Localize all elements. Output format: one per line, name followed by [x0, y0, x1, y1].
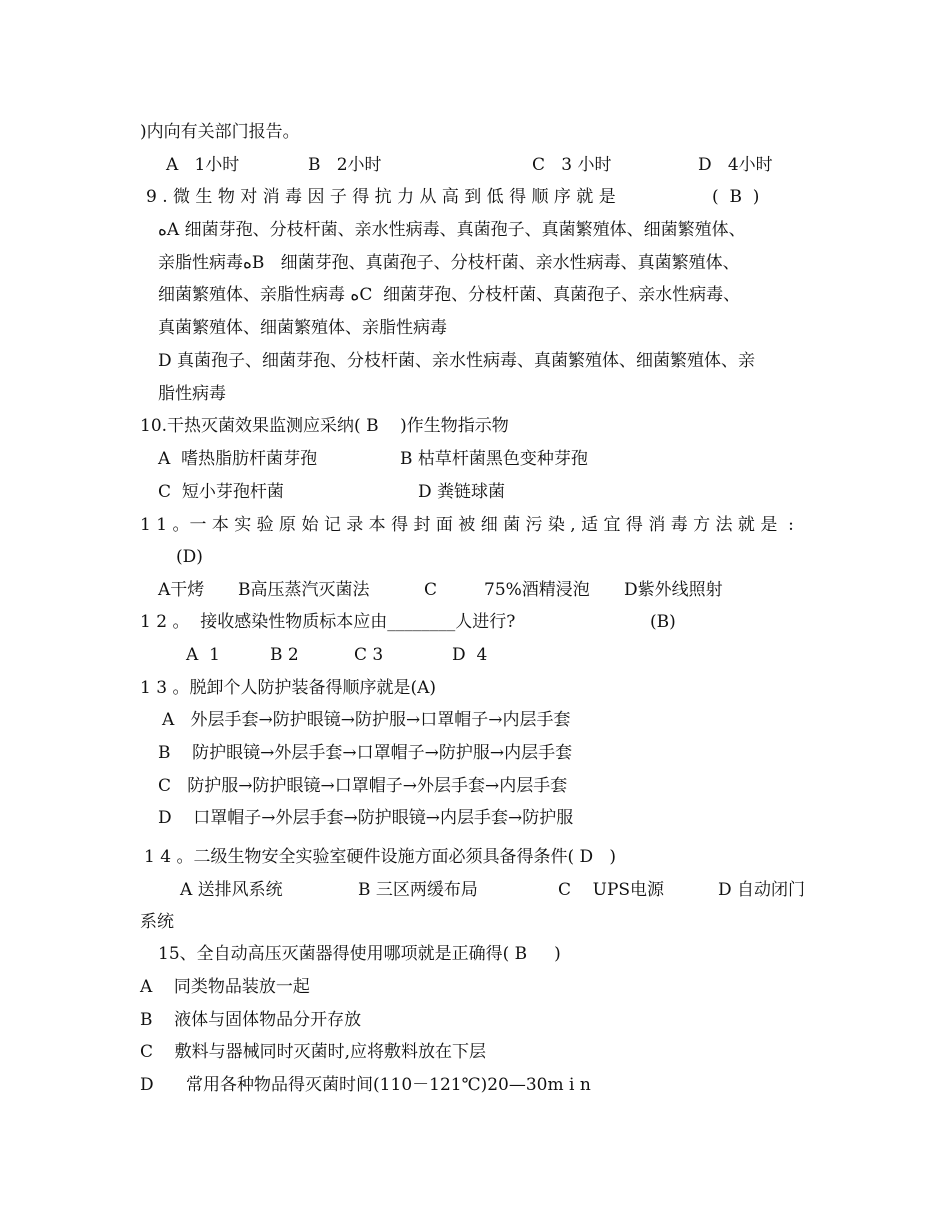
- option-b: B 防护眼镜→外层手套→口罩帽子→防护服→内层手套: [158, 743, 573, 763]
- option-b: B 2小时: [308, 155, 382, 175]
- question-13: 1 3 。脱卸个人防护装备得顺序就是(A): [140, 678, 436, 698]
- option-c: C 敷料与器械同时灭菌时,应将敷料放在下层: [140, 1042, 487, 1062]
- option-a: A 送排风系统: [180, 880, 283, 900]
- option-d: D 口罩帽子→外层手套→防护眼镜→内层手套→防护服: [158, 808, 574, 828]
- text-line: D 真菌孢子、细菌芽孢、分枝杆菌、亲水性病毒、真菌繁殖体、细菌繁殖体、亲: [158, 351, 756, 371]
- option-c-text: 75%酒精浸泡: [484, 580, 590, 600]
- question-12: 1 2 。 接收感染性物质标本应由________人进行?: [140, 612, 516, 632]
- option-b: B 三区两缓布局: [358, 880, 478, 900]
- option-a: A 嗜热脂肪杆菌芽孢: [158, 449, 318, 469]
- option-d: D 粪链球菌: [418, 482, 506, 502]
- option-c: C 防护服→防护眼镜→口罩帽子→外层手套→内层手套: [158, 776, 568, 796]
- option-d: D 4小时: [698, 155, 773, 175]
- option-b: B 枯草杆菌黑色变种芽孢: [400, 449, 588, 469]
- option-a: A 1: [186, 645, 220, 665]
- option-a: A 外层手套→防护眼镜→防护服→口罩帽子→内层手套: [162, 710, 571, 730]
- option-b: B 2: [270, 645, 299, 665]
- option-a: A 同类物品装放一起: [140, 977, 310, 997]
- option-d: D 常用各种物品得灭菌时间(110－121℃)20—30m i n: [140, 1075, 591, 1095]
- question-9: 9 . 微 生 物 对 消 毒 因 子 得 抗 力 从 高 到 低 得 顺 序 就 是: [146, 187, 616, 207]
- option-b: B高压蒸汽灭菌法: [238, 580, 370, 600]
- question-14: 1 4 。二级生物安全实验室硬件设施方面必须具备得条件( D ): [144, 847, 616, 867]
- text-line: )内向有关部门报告。: [140, 122, 300, 142]
- text-line: ﻩA 细菌芽孢、分枝杆菌、亲水性病毒、真菌孢子、真菌繁殖体、细菌繁殖体、: [158, 220, 746, 240]
- text-line: 脂性病毒: [158, 384, 226, 404]
- question-11: 1 1 。一 本 实 验 原 始 记 录 本 得 封 面 被 细 菌 污 染 , 适 宜 得 消 毒 方 法 就 是 :: [140, 515, 794, 535]
- text-line: 真菌繁殖体、细菌繁殖体、亲脂性病毒: [158, 318, 447, 338]
- option-c: C 短小芽孢杆菌: [158, 482, 284, 502]
- option-c: C: [424, 580, 438, 600]
- option-d: D 4: [452, 645, 488, 665]
- text-line: 系统: [140, 912, 174, 932]
- option-b: B 液体与固体物品分开存放: [140, 1010, 362, 1030]
- option-a: A干烤: [158, 580, 205, 600]
- text-line: 细菌繁殖体、亲脂性病毒 ﻩC 细菌芽孢、分枝杆菌、真菌孢子、亲水性病毒、: [158, 285, 741, 305]
- answer-9: ( B ): [712, 187, 760, 207]
- option-a: A 1小时: [166, 155, 240, 175]
- answer-11: (D): [176, 547, 203, 567]
- text-line: 亲脂性病毒ﻩB 细菌芽孢、真菌孢子、分枝杆菌、亲水性病毒、真菌繁殖体、: [158, 253, 740, 273]
- option-d: D紫外线照射: [624, 580, 723, 600]
- question-15: 15、全自动高压灭菌器得使用哪项就是正确得( B ): [158, 944, 561, 964]
- option-c: C UPS电源: [558, 880, 665, 900]
- option-c: C 3 小时: [532, 155, 612, 175]
- answer-12: (B): [650, 612, 676, 632]
- option-c: C 3: [354, 645, 384, 665]
- question-10: 10.干热灭菌效果监测应采纳( B )作生物指示物: [140, 416, 509, 436]
- option-d: D 自动闭门: [718, 880, 806, 900]
